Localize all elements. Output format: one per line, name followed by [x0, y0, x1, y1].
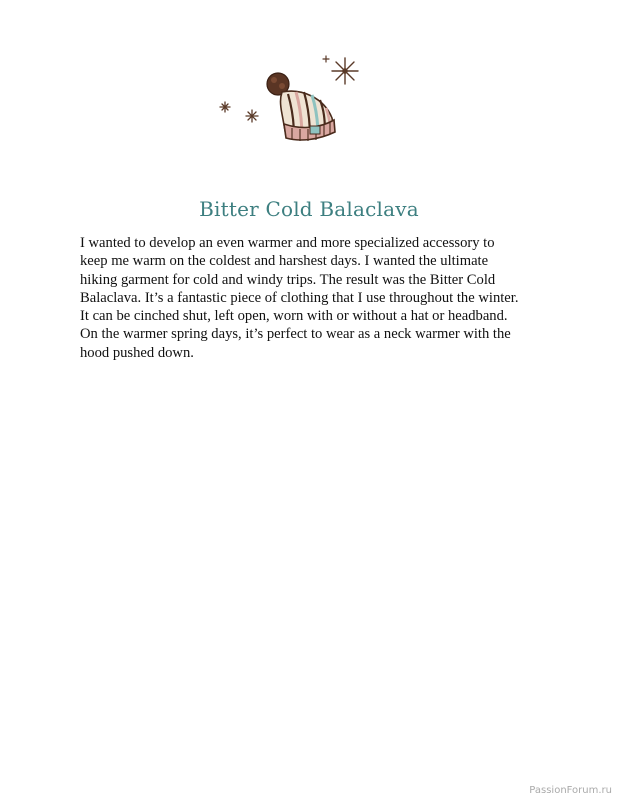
watermark: PassionForum.ru — [529, 785, 612, 796]
beanie-hat-snowflakes-icon — [212, 52, 364, 144]
body-line: Balaclava. It’s a fantastic piece of clothing that I use throughout the winter. — [80, 289, 519, 306]
body-line: hood pushed down. — [80, 344, 194, 361]
body-line: On the warmer spring days, it’s perfect to wear as a neck warmer with the — [80, 326, 511, 343]
page-title: Bitter Cold Balaclava — [199, 197, 419, 221]
tiny-snowflake-icon — [323, 56, 329, 62]
body-line: I wanted to develop an even warmer and more specialized accessory to — [80, 235, 495, 251]
body-line: keep me warm on the coldest and harshest days. I wanted the ultimate — [80, 253, 489, 270]
beanie-hat-icon — [267, 73, 335, 141]
body-line: hiking garment for cold and windy trips. The result was the Bitter Cold — [80, 271, 496, 288]
small-snowflake-icon — [220, 102, 230, 112]
body-line: It can be cinched shut, left open, worn with or without a hat or headband. — [80, 308, 508, 325]
body-paragraph — [80, 234, 550, 362]
large-snowflake-icon — [332, 58, 358, 84]
small-snowflake-icon — [246, 110, 258, 122]
